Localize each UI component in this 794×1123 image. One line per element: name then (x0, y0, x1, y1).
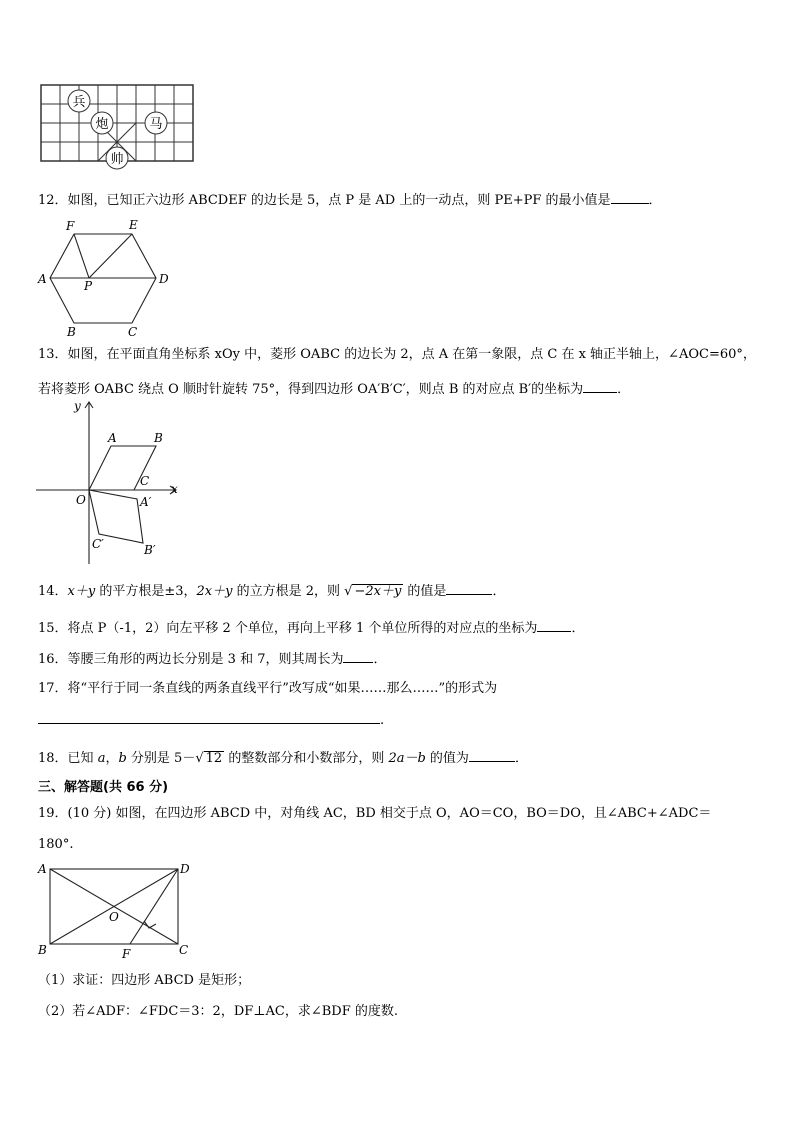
question-18: 18．已知 a，b 分别是 5－√ 12 的整数部分和小数部分，则 2a－b 的值为 ． (38, 748, 528, 768)
point-label: D (159, 272, 169, 286)
point-label: C (140, 474, 150, 488)
point-label: B′ (144, 543, 156, 557)
question-12: 12．如图，已知正六边形 ABCDEF 的边长是 5，点 P 是 AD 上的一动点，则 PE+PF 的最小值是 ． (38, 190, 662, 210)
question-text: 15．将点 P（-1，2）向左平移 2 个单位，再向上平移 1 个单位所得的对应点的坐标为 (38, 621, 538, 636)
point-label: E (129, 218, 138, 232)
section-heading: 三、解答题(共 66 分) (38, 780, 169, 795)
point-label: C′ (92, 537, 104, 551)
point-label: O (76, 493, 86, 507)
answer-blank (583, 379, 617, 393)
svg-text:兵: 兵 (72, 95, 86, 110)
sqrt-expression: √ −2x＋y (344, 584, 402, 599)
question-19-part1 (38, 972, 250, 990)
chess-piece (68, 90, 90, 112)
chess-piece (91, 112, 113, 134)
question-text: 13．如图，在平面直角坐标系 xOy 中，菱形 OABC 的边长为 2，点 A 在第一象限，点 C 在 x 轴正半轴上，∠AOC=60°， (38, 347, 756, 362)
chessboard-figure (38, 82, 198, 170)
svg-text:马: 马 (149, 117, 163, 132)
point-label: B (154, 431, 163, 445)
axis-label: x (171, 482, 178, 496)
question-16: 16．等腰三角形的两边长分别是 3 和 7，则其周长为 ． (38, 649, 387, 669)
question-text: 180°. (38, 837, 74, 852)
point-label: A (38, 272, 47, 286)
question-15: 15．将点 P（-1，2）向左平移 2 个单位，再向上平移 1 个单位所得的对应点的坐标为 ． (38, 618, 584, 638)
rhombus-coordinate-figure (36, 396, 196, 568)
hexagon-figure (34, 216, 184, 342)
question-13-line2: 若将菱形 OABC 绕点 O 顺时针旋转 75°，得到四边形 OA′B′C′，则点 B 的对应点 B′的坐标为 ． (38, 379, 630, 399)
point-label: C (179, 943, 189, 957)
question-17 (38, 680, 497, 698)
question-19-line2 (38, 836, 73, 854)
rectangle-diagonals-figure (36, 860, 196, 960)
point-label: A (108, 431, 117, 445)
question-text: 12．如图，已知正六边形 ABCDEF 的边长是 5，点 P 是 AD 上的一动点，则 PE+PF 的最小值是 (38, 193, 611, 208)
question-17-answer-line: . (38, 710, 384, 730)
svg-text:帅: 帅 (110, 152, 124, 167)
point-label: C (128, 325, 138, 339)
question-text: 17．将“平行于同一条直线的两条直线平行”改写成“如果……那么……”的形式为 (38, 681, 498, 696)
point-label: P (84, 279, 93, 293)
question-text: 16．等腰三角形的两边长分别是 3 和 7，则其周长为 (38, 652, 344, 667)
answer-blank (611, 190, 649, 204)
chess-piece (145, 112, 167, 134)
sqrt-expression: √ 12 (195, 751, 223, 766)
axis-label: y (74, 399, 81, 413)
question-14: 14．x＋y 的平方根是±3，2x＋y 的立方根是 2，则 √ −2x＋y 的值是 ． (38, 581, 505, 601)
chess-piece (106, 147, 128, 169)
point-label: B (38, 943, 47, 957)
svg-text:炮: 炮 (95, 117, 109, 132)
answer-blank (469, 748, 515, 762)
question-19-part2 (38, 1003, 398, 1021)
question-text: 19．(10 分) 如图，在四边形 ABCD 中，对角线 AC，BD 相交于点 O，AO＝CO，BO＝DO，且∠ABC+∠ADC＝ (38, 806, 712, 821)
question-text: 若将菱形 OABC 绕点 O 顺时针旋转 75°，得到四边形 OA′B′C′，则点 B 的对应点 B′的坐标为 (38, 382, 584, 397)
question-text: （2）若∠ADF：∠FDC＝3：2，DF⊥AC，求∠BDF 的度数. (38, 1004, 398, 1019)
question-13-line1 (38, 346, 756, 364)
point-label: A (38, 862, 47, 876)
point-label: O (109, 910, 119, 924)
point-label: D (180, 862, 190, 876)
question-19-line1 (38, 805, 711, 823)
question-text: （1）求证：四边形 ABCD 是矩形； (38, 973, 251, 988)
point-label: F (66, 219, 75, 233)
answer-blank (38, 710, 380, 724)
point-label: F (122, 947, 131, 960)
answer-blank (343, 649, 373, 663)
answer-blank (537, 618, 571, 632)
point-label: B (67, 325, 76, 339)
answer-blank (446, 581, 492, 595)
point-label: A′ (140, 495, 152, 509)
